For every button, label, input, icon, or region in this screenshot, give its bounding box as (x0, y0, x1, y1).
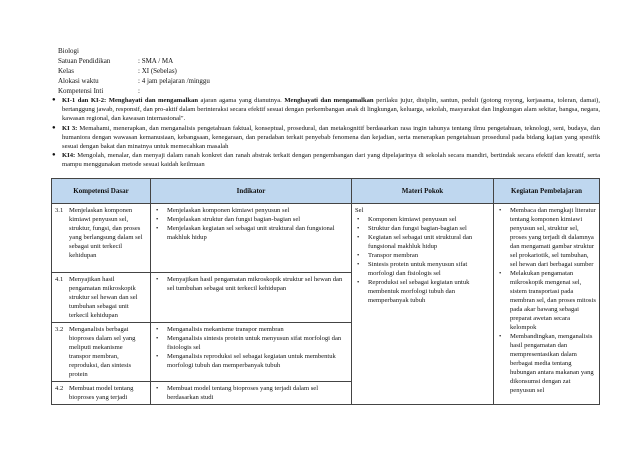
meta-key: Kompetensi Inti (58, 87, 104, 95)
kegiatan-cell (494, 204, 600, 405)
ki-text-2: perilaku jujur, disiplin, santun, peduli (gotong royong, kerjasama, toleran, damai), bertanggung jawab, responsif, dan pro-aktif dalam berinteraksi secara efektif sesuai dengan perkembangan anak di lingkungan, keluarga, sekolah, masyarakat dan lingkungan alam sekitar, bangsa, negara, kawasan regional, dan kawasan internasional". (62, 97, 600, 123)
kd-cell (52, 323, 151, 382)
ki-text: ajaran agama yang dianutnya. (198, 97, 285, 104)
meta-key: Alokasi waktu (58, 77, 99, 85)
meta-row (58, 76, 210, 86)
materi-item: • Sintesis protein untuk menyusun sifat morfologi dan fisiologis sel (365, 260, 490, 278)
materi-title: Sel (355, 207, 364, 214)
meta-key: Kelas (58, 67, 74, 75)
column-header: Kompetensi Dasar (52, 179, 151, 204)
materi-item: • Transpor membran (365, 251, 490, 260)
meta-row (58, 56, 210, 66)
meta-value: : (138, 87, 140, 95)
table-header-row (52, 179, 600, 204)
ki-title: KI-1 dan KI-2: Menghayati dan mengamalkan (62, 97, 198, 104)
kd-text: Menganalisis berbagai bioproses dalam sel yang meliputi mekanisme transpor membran, reproduksi, dan sintesis protein (69, 326, 136, 378)
kd-number: 4.2 (55, 385, 64, 392)
materi-item: • Reproduksi sel sebagai kegiatan untuk membentuk morfologi tubuh dan memperbanyak tubuh (365, 278, 490, 305)
meta-row (58, 86, 210, 96)
indicator-item: • Menjelaskan kegiatan sel sebagai unit struktural dan fungsional makhluk hidup (164, 224, 348, 242)
materi-item: • Struktur dan fungsi bagian-bagian sel (365, 224, 490, 233)
ki-title-2: Menghayati dan mengamalkan (284, 97, 374, 104)
materi-cell (352, 204, 494, 405)
kd-cell (52, 273, 151, 323)
ki-text: Memahami, menerapkan, dan menganalisis pengetahuan faktual, konseptual, prosedural, dan metakognitif berdasarkan rasa ingin tahunya tentang ilmu pengetahuan, teknologi, seni, budaya, dan humaniora dengan wawasan kemanusiaan, kebangsaan, kenegaraan, dan peradaban terkait penyebab fenomena dan kejadian, serta menerapkan pengetahuan prosedural pada bidang kajian yang spesifik sesuai dengan bakat dan minatnya untuk memecahkan masalah (62, 124, 600, 151)
indicator-item: • Menganalisis sintesis protein untuk menyusun sifat morfologi dan fisiologis sel (164, 334, 348, 352)
document-header (58, 46, 210, 96)
indicator-cell (151, 382, 352, 405)
ki-item (52, 96, 600, 124)
kompetensi-inti-list (52, 96, 600, 170)
bullet-icon: ● (52, 152, 56, 159)
ki-title: KI4: (62, 152, 76, 160)
table-row (52, 204, 600, 273)
indicator-item: • Membuat model tentang bioproses yang terjadi dalam sel berdasarkan studi (164, 384, 348, 402)
ki-text: Mengolah, menalar, dan menyaji dalam ranah konkret dan ranah abstrak terkait dengan pengembangan dari yang dipelajarinya di sekolah secara mandiri, bertindak secara efektif dan kreatif, serta mampu menggunakan metode sesuai kaidah keilmuan (62, 152, 600, 169)
meta-row (58, 66, 210, 76)
ki-item (52, 124, 600, 152)
materi-item: • Komponen kimiawi penyusun sel (365, 215, 490, 224)
column-header: Materi Pokok (352, 179, 494, 204)
bullet-icon: ● (52, 124, 56, 131)
bullet-icon: ● (52, 97, 56, 103)
indicator-item: • Menjelaskan struktur dan fungsi bagian-bagian sel (164, 215, 348, 224)
kd-text: Menyajikan hasil pengamatan mikroskopik struktur sel hewan dan sel tumbuhan sebagai unit terkecil kehidupan (69, 276, 138, 319)
meta-value: : XI (Sebelas) (138, 67, 177, 75)
syllabus-table (51, 178, 600, 405)
subject-title: Biologi (58, 47, 80, 55)
kd-number: 3.2 (55, 326, 64, 333)
kd-cell (52, 382, 151, 405)
kegiatan-item: • Membandingkan, menganalisis hasil pengamatan dan mempresentasikan dalam berbagai media tentang hubungan antara makanan yang dikonsumsi dengan zat penyusun sel (507, 332, 596, 395)
kegiatan-item: • Membaca dan mengkaji literatur tentang komponen kimiawi penyusun sel, struktur sel, proses yang terjadi di dalamnya dan mengamati gambar struktur sel prokariotik, sel tumbuhan, sel hewan dari berbagai sumber (507, 206, 596, 269)
kd-number: 3.1 (55, 207, 64, 214)
indicator-item: • Menganalisis mekanisme transpor membran (164, 325, 348, 334)
meta-value: : 4 jam pelajaran /minggu (138, 77, 210, 85)
column-header: Kegiatan Pembelajaran (494, 179, 600, 204)
kd-cell (52, 204, 151, 273)
indicator-item: • Menyajikan hasil pengamatan mikroskopik struktur sel hewan dan sel tumbuhan sebagai unit terkecil kehidupan (164, 275, 348, 293)
kegiatan-item: • Melakukan pengamatan mikroskopik mengenai sel, sistem transportasi pada membran sel, dan proses mitosis pada akar bawang sebagai preparat awetan secara kelompok (507, 269, 596, 332)
kd-text: Menjelaskan komponen kimiawi penyusun sel, struktur, fungsi, dan proses yang berlangsung dalam sel sebagai unit terkecil kehidupan (69, 207, 143, 259)
ki-title: KI 3: (62, 124, 78, 132)
materi-item: • Kegiatan sel sebagai unit struktural dan fungsional makhluk hidup (365, 233, 490, 251)
ki-item (52, 151, 600, 169)
indicator-item: • Menjelaskan komponen kimiawi penyusun sel (164, 206, 348, 215)
indicator-cell (151, 273, 352, 323)
indicator-cell (151, 204, 352, 273)
kd-text: Membuat model tentang bioproses yang terjadi (69, 385, 134, 401)
indicator-cell (151, 323, 352, 382)
kd-number: 4.1 (55, 276, 64, 283)
column-header: Indikator (151, 179, 352, 204)
meta-value: : SMA / MA (138, 57, 174, 65)
indicator-item: • Menganalisis reproduksi sel sebagai kegiatan untuk membentuk morfologi tubuh dan memperbanyak tubuh (164, 352, 348, 370)
meta-key: Satuan Pendidikan (58, 57, 111, 65)
